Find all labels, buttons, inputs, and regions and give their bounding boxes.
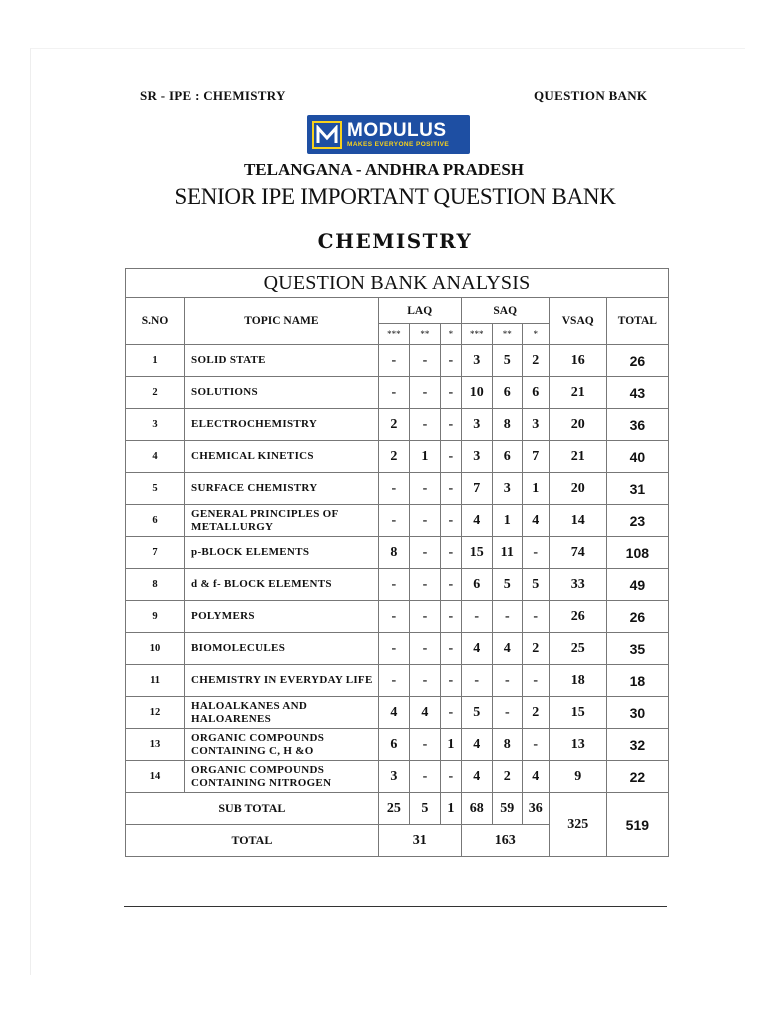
table-row <box>126 473 669 505</box>
row-laq1: - <box>440 601 461 633</box>
row-laq2: - <box>409 537 440 569</box>
row-total: 35 <box>606 633 668 665</box>
row-vsaq: 26 <box>549 601 606 633</box>
subtotal-row <box>126 793 669 825</box>
row-topic: ORGANIC COMPOUNDS CONTAINING NITROGEN <box>185 761 379 793</box>
row-total: 26 <box>606 601 668 633</box>
row-sno: 13 <box>126 729 185 761</box>
row-saq2: - <box>492 665 522 697</box>
row-total: 22 <box>606 761 668 793</box>
row-saq3: 5 <box>461 697 492 729</box>
table-row <box>126 697 669 729</box>
row-laq3: - <box>378 569 409 601</box>
modulus-logo <box>307 115 470 154</box>
row-vsaq: 18 <box>549 665 606 697</box>
col-header-laq: LAQ <box>378 298 461 324</box>
row-saq2: 2 <box>492 761 522 793</box>
logo-tagline: MAKES EVERYONE POSITIVE <box>347 141 450 148</box>
row-saq1: 2 <box>522 345 549 377</box>
row-sno: 3 <box>126 409 185 441</box>
subtotal-saq1: 36 <box>522 793 549 825</box>
grand-total: 519 <box>606 793 668 857</box>
row-laq1: 1 <box>440 729 461 761</box>
state-heading: TELANGANA - ANDHRA PRADESH <box>243 160 525 179</box>
row-laq1: - <box>440 537 461 569</box>
row-sno: 11 <box>126 665 185 697</box>
row-laq1: - <box>440 761 461 793</box>
row-laq3: 4 <box>378 697 409 729</box>
row-topic: CHEMISTRY IN EVERYDAY LIFE <box>185 665 379 697</box>
row-saq2: - <box>492 697 522 729</box>
row-laq3: - <box>378 345 409 377</box>
laq-total: 31 <box>378 825 461 857</box>
row-laq2: - <box>409 729 440 761</box>
saq-2star-header: ** <box>492 324 522 345</box>
row-laq1: - <box>440 505 461 537</box>
row-saq2: 1 <box>492 505 522 537</box>
table-caption: QUESTION BANK ANALYSIS <box>126 269 669 298</box>
laq-1star-header: * <box>440 324 461 345</box>
row-total: 18 <box>606 665 668 697</box>
total-label: TOTAL <box>126 825 379 857</box>
row-saq1: 1 <box>522 473 549 505</box>
laq-3star-header: *** <box>378 324 409 345</box>
row-saq2: 8 <box>492 409 522 441</box>
row-vsaq: 16 <box>549 345 606 377</box>
logo-name: MODULUS <box>347 120 447 141</box>
header-doc-type-label: QUESTION BANK <box>534 88 648 103</box>
row-total: 49 <box>606 569 668 601</box>
row-vsaq: 21 <box>549 377 606 409</box>
row-saq1: - <box>522 537 549 569</box>
row-saq1: 4 <box>522 505 549 537</box>
table-row <box>126 505 669 537</box>
subtotal-saq2: 59 <box>492 793 522 825</box>
subtotal-laq1: 1 <box>440 793 461 825</box>
row-laq3: - <box>378 665 409 697</box>
row-sno: 8 <box>126 569 185 601</box>
row-saq1: 3 <box>522 409 549 441</box>
row-saq1: 2 <box>522 697 549 729</box>
row-sno: 6 <box>126 505 185 537</box>
table-row <box>126 633 669 665</box>
row-laq1: - <box>440 441 461 473</box>
laq-2star-header: ** <box>409 324 440 345</box>
row-laq1: - <box>440 665 461 697</box>
row-saq1: 5 <box>522 569 549 601</box>
row-saq3: - <box>461 601 492 633</box>
logo-m-icon <box>312 121 342 149</box>
table-row <box>126 377 669 409</box>
row-topic: HALOALKANES AND HALOARENES <box>185 697 379 729</box>
row-laq1: - <box>440 345 461 377</box>
row-vsaq: 74 <box>549 537 606 569</box>
subtotal-label: SUB TOTAL <box>126 793 379 825</box>
row-vsaq: 20 <box>549 409 606 441</box>
row-saq1: 4 <box>522 761 549 793</box>
row-laq3: - <box>378 601 409 633</box>
row-saq1: - <box>522 729 549 761</box>
row-total: 31 <box>606 473 668 505</box>
row-laq2: - <box>409 569 440 601</box>
row-vsaq: 21 <box>549 441 606 473</box>
row-vsaq: 15 <box>549 697 606 729</box>
row-sno: 12 <box>126 697 185 729</box>
saq-total: 163 <box>461 825 549 857</box>
row-laq2: 1 <box>409 441 440 473</box>
row-saq1: 6 <box>522 377 549 409</box>
row-saq2: 4 <box>492 633 522 665</box>
row-laq2: 4 <box>409 697 440 729</box>
row-total: 32 <box>606 729 668 761</box>
row-sno: 14 <box>126 761 185 793</box>
row-laq3: - <box>378 505 409 537</box>
page-title: SENIOR IPE IMPORTANT QUESTION BANK <box>174 184 616 209</box>
col-header-total: TOTAL <box>606 298 668 345</box>
row-total: 43 <box>606 377 668 409</box>
table-row <box>126 345 669 377</box>
row-vsaq: 25 <box>549 633 606 665</box>
row-vsaq: 9 <box>549 761 606 793</box>
row-laq1: - <box>440 409 461 441</box>
row-laq2: - <box>409 409 440 441</box>
table-row <box>126 761 669 793</box>
table-row <box>126 537 669 569</box>
row-sno: 1 <box>126 345 185 377</box>
row-laq2: - <box>409 505 440 537</box>
row-saq3: 10 <box>461 377 492 409</box>
row-total: 108 <box>606 537 668 569</box>
saq-1star-header: * <box>522 324 549 345</box>
row-saq3: 4 <box>461 505 492 537</box>
row-saq2: 6 <box>492 377 522 409</box>
row-topic: BIOMOLECULES <box>185 633 379 665</box>
row-sno: 5 <box>126 473 185 505</box>
row-topic: GENERAL PRINCIPLES OF METALLURGY <box>185 505 379 537</box>
row-sno: 7 <box>126 537 185 569</box>
row-laq2: - <box>409 761 440 793</box>
col-header-vsaq: VSAQ <box>549 298 606 345</box>
row-saq2: 5 <box>492 569 522 601</box>
row-saq2: 11 <box>492 537 522 569</box>
footer-divider <box>124 906 667 907</box>
table-row <box>126 569 669 601</box>
row-saq1: 2 <box>522 633 549 665</box>
saq-3star-header: *** <box>461 324 492 345</box>
row-laq3: 2 <box>378 441 409 473</box>
table-row <box>126 601 669 633</box>
header-subject-label: SR - IPE : CHEMISTRY <box>140 88 286 103</box>
subtotal-laq3: 25 <box>378 793 409 825</box>
row-topic: ELECTROCHEMISTRY <box>185 409 379 441</box>
table-row <box>126 729 669 761</box>
row-saq3: 4 <box>461 761 492 793</box>
row-laq1: - <box>440 569 461 601</box>
row-laq1: - <box>440 473 461 505</box>
row-topic: CHEMICAL KINETICS <box>185 441 379 473</box>
row-saq3: 4 <box>461 729 492 761</box>
row-laq2: - <box>409 377 440 409</box>
row-saq1: 7 <box>522 441 549 473</box>
row-total: 30 <box>606 697 668 729</box>
row-laq3: 2 <box>378 409 409 441</box>
row-total: 36 <box>606 409 668 441</box>
row-total: 23 <box>606 505 668 537</box>
row-topic: SOLID STATE <box>185 345 379 377</box>
col-header-topic: TOPIC NAME <box>185 298 379 345</box>
row-saq3: 6 <box>461 569 492 601</box>
row-saq2: - <box>492 601 522 633</box>
row-saq3: 4 <box>461 633 492 665</box>
row-vsaq: 20 <box>549 473 606 505</box>
row-saq3: - <box>461 665 492 697</box>
row-vsaq: 14 <box>549 505 606 537</box>
row-topic: SOLUTIONS <box>185 377 379 409</box>
row-topic: SURFACE CHEMISTRY <box>185 473 379 505</box>
row-laq1: - <box>440 377 461 409</box>
row-sno: 10 <box>126 633 185 665</box>
row-saq2: 8 <box>492 729 522 761</box>
row-laq2: - <box>409 601 440 633</box>
row-sno: 4 <box>126 441 185 473</box>
row-topic: d & f- BLOCK ELEMENTS <box>185 569 379 601</box>
row-total: 26 <box>606 345 668 377</box>
row-saq1: - <box>522 665 549 697</box>
table-row <box>126 665 669 697</box>
col-header-sno: S.NO <box>126 298 185 345</box>
row-laq1: - <box>440 697 461 729</box>
subtotal-laq2: 5 <box>409 793 440 825</box>
row-saq1: - <box>522 601 549 633</box>
row-laq3: 3 <box>378 761 409 793</box>
row-laq2: - <box>409 473 440 505</box>
row-sno: 9 <box>126 601 185 633</box>
row-laq2: - <box>409 345 440 377</box>
row-saq2: 6 <box>492 441 522 473</box>
subject-heading: CHEMISTRY <box>317 229 473 253</box>
question-bank-table <box>125 268 669 857</box>
row-sno: 2 <box>126 377 185 409</box>
row-laq3: - <box>378 633 409 665</box>
row-laq3: 8 <box>378 537 409 569</box>
row-total: 40 <box>606 441 668 473</box>
row-laq2: - <box>409 665 440 697</box>
row-saq3: 3 <box>461 409 492 441</box>
row-saq2: 5 <box>492 345 522 377</box>
vsaq-total: 325 <box>549 793 606 857</box>
row-topic: ORGANIC COMPOUNDS CONTAINING C, H &O <box>185 729 379 761</box>
col-header-saq: SAQ <box>461 298 549 324</box>
row-saq3: 3 <box>461 345 492 377</box>
row-laq3: - <box>378 473 409 505</box>
table-row <box>126 409 669 441</box>
row-laq3: 6 <box>378 729 409 761</box>
subtotal-saq3: 68 <box>461 793 492 825</box>
row-topic: POLYMERS <box>185 601 379 633</box>
row-saq3: 3 <box>461 441 492 473</box>
table-row <box>126 441 669 473</box>
row-laq3: - <box>378 377 409 409</box>
row-laq1: - <box>440 633 461 665</box>
row-topic: p-BLOCK ELEMENTS <box>185 537 379 569</box>
row-laq2: - <box>409 633 440 665</box>
row-saq3: 15 <box>461 537 492 569</box>
row-vsaq: 33 <box>549 569 606 601</box>
row-saq2: 3 <box>492 473 522 505</box>
row-vsaq: 13 <box>549 729 606 761</box>
row-saq3: 7 <box>461 473 492 505</box>
